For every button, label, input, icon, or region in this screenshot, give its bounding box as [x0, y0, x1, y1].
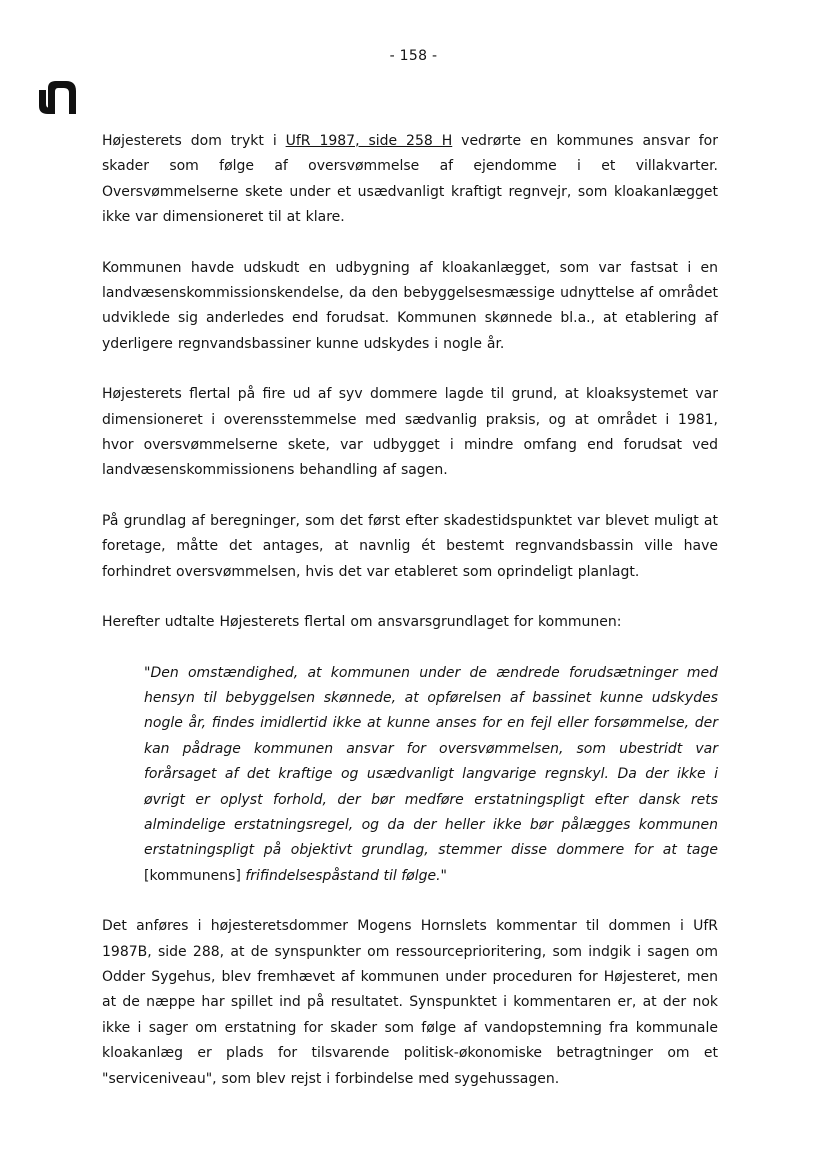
paragraph-6: Det anføres i højesteretsdommer Mogens Hornslets kommentar til dommen i UfR 1987B, side 288, at de synspunkter om ressourceprioritering, som indgik i sagen om Odder Sygehus, blev fremhævet af kommunen under proceduren for Højesteret, men at de næppe har spillet ind på resultatet. Synspunktet i kommentaren er, at der nok ikke i sager om erstatning for skader som følge af vandopstemning fra kommunale kloakanlæg er plads for tilsvarende politisk-økonomiske betragtninger om et "serviceniveau", som blev rejst i forbindelse med sygehussagen. [102, 918, 718, 1087]
quote-insertion: [kommunens] [144, 867, 241, 884]
paragraph-2: Kommunen havde udskudt en udbygning af kloakanlægget, som var fastsat i en landvæsenskommissionskendelse, da den bebyggelsesmæssige udnyttelse af området udviklede sig anderledes end forudsat. Kommunen skønnede bl.a., at etablering af yderligere regnvandsbassiner kunne udskydes i nogle år. [102, 259, 718, 352]
arc-logo-icon [36, 78, 78, 116]
case-reference-link[interactable]: UfR 1987, side 258 H [285, 133, 453, 149]
paragraph-1: Højesterets dom trykt i UfR 1987, side 258 H vedrørte en kommunes ansvar for skader som følge af oversvømmelse af ejendomme i et villakvarter. Oversvømmelserne skete under et usædvanligt kraftigt regnvejr, som kloakanlægget ikke var dimensioneret til at klare. [102, 133, 719, 226]
block-quote: "Den omstændighed, at kommunen under de ændrede forudsætninger med hensyn til bebyggelsen skønnede, at opførelsen af bassinet kunne udskydes nogle år, findes imidlertid ikke at kunne anses for en fejl eller forsømmelse, der kan pådrage kommunen ansvar for oversvømmelsen, som ubestridt var forårsaget af det kraftige og usædvanligt langvarige regnskyl. Da der ikke i øvrigt er oplyst forhold, der bør medføre erstatningspligt efter dansk rets almindelige erstatningsregel, og da der heller ikke bør pålægges kommunen erstatningspligt på objektivt grundlag, stemmer disse dommere for at tage [kommunens] frifindelsespåstand til følge." [144, 664, 718, 884]
paragraph-3: Højesterets flertal på fire ud af syv dommere lagde til grund, at kloaksystemet var dimensioneret i overensstemmelse med sædvanlig praksis, og at området i 1981, hvor oversvømmelserne skete, var udbygget i mindre omfang end forudsat ved landvæsenskommissionens behandling af sagen. [102, 386, 718, 479]
paragraph-4: På grundlag af beregninger, som det først efter skadestidspunktet var blevet muligt at foretage, måtte det antages, at navnlig ét bestemt regnvandsbassin ville have forhindret oversvømmelsen, hvis det var etableret som oprindeligt planlagt. [102, 512, 718, 580]
document-body [102, 129, 718, 1092]
paragraph-5: Herefter udtalte Højesterets flertal om ansvarsgrundlaget for kommunen: [102, 614, 622, 631]
page-number: - 158 - [389, 48, 438, 64]
